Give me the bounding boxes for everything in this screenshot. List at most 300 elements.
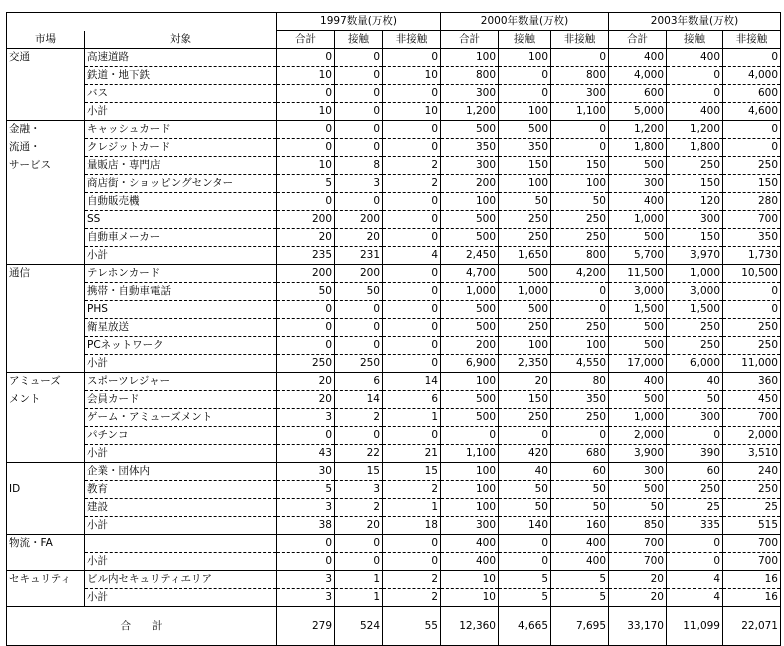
- value-cell: 3,900: [609, 445, 667, 463]
- value-cell: 1,000: [609, 409, 667, 427]
- value-cell: 0: [723, 283, 781, 301]
- value-cell: 16: [723, 589, 781, 607]
- total-cell: 12,360: [441, 607, 499, 646]
- value-cell: 2: [383, 157, 441, 175]
- value-cell: 6: [383, 391, 441, 409]
- market-cell: [7, 319, 85, 337]
- market-cell: [7, 517, 85, 535]
- value-cell: 0: [335, 103, 383, 121]
- col-total-1997: 合計: [277, 31, 335, 49]
- total-cell: 33,170: [609, 607, 667, 646]
- value-cell: 0: [499, 535, 551, 553]
- value-cell: 0: [551, 49, 609, 67]
- value-cell: 350: [499, 139, 551, 157]
- value-cell: 0: [551, 283, 609, 301]
- value-cell: 700: [723, 409, 781, 427]
- market-cell: [7, 355, 85, 373]
- value-cell: 500: [609, 319, 667, 337]
- value-cell: 250: [499, 211, 551, 229]
- value-cell: 3: [335, 481, 383, 499]
- value-cell: 0: [383, 319, 441, 337]
- total-cell: 7,695: [551, 607, 609, 646]
- value-cell: 250: [551, 211, 609, 229]
- value-cell: 1,200: [441, 103, 499, 121]
- value-cell: 0: [383, 427, 441, 445]
- value-cell: 3,510: [723, 445, 781, 463]
- market-cell: 流通・: [7, 139, 85, 157]
- value-cell: 0: [383, 535, 441, 553]
- value-cell: 1,000: [441, 283, 499, 301]
- market-cell: [7, 211, 85, 229]
- table-row: [7, 139, 781, 157]
- value-cell: 0: [551, 301, 609, 319]
- value-cell: 100: [499, 175, 551, 193]
- table-row: [7, 427, 781, 445]
- value-cell: 38: [277, 517, 335, 535]
- value-cell: 2: [383, 571, 441, 589]
- market-cell: 金融・: [7, 121, 85, 139]
- market-cell: [7, 463, 85, 481]
- value-cell: 100: [499, 49, 551, 67]
- year-group-2003: 2003年数量(万枚): [609, 13, 781, 31]
- target-cell: 衛星放送: [85, 319, 277, 337]
- value-cell: 0: [335, 319, 383, 337]
- value-cell: 400: [667, 103, 723, 121]
- value-cell: 600: [609, 85, 667, 103]
- value-cell: 500: [441, 229, 499, 247]
- value-cell: 700: [723, 211, 781, 229]
- value-cell: 250: [335, 355, 383, 373]
- value-cell: 140: [499, 517, 551, 535]
- value-cell: 700: [723, 553, 781, 571]
- value-cell: 3: [277, 409, 335, 427]
- value-cell: 0: [335, 85, 383, 103]
- value-cell: 0: [723, 49, 781, 67]
- value-cell: 5: [277, 175, 335, 193]
- value-cell: 0: [551, 139, 609, 157]
- value-cell: 0: [383, 265, 441, 283]
- value-cell: 5,700: [609, 247, 667, 265]
- target-cell: 建設: [85, 499, 277, 517]
- table-row: [7, 499, 781, 517]
- value-cell: 0: [335, 193, 383, 211]
- value-cell: 0: [667, 535, 723, 553]
- value-cell: 800: [551, 67, 609, 85]
- value-cell: 500: [499, 301, 551, 319]
- value-cell: 300: [667, 409, 723, 427]
- value-cell: 4: [383, 247, 441, 265]
- target-cell: 鉄道・地下鉄: [85, 67, 277, 85]
- value-cell: 50: [609, 499, 667, 517]
- value-cell: 420: [499, 445, 551, 463]
- value-cell: 500: [609, 481, 667, 499]
- col-noncontact-2000: 非接触: [551, 31, 609, 49]
- total-cell: 55: [383, 607, 441, 646]
- value-cell: 43: [277, 445, 335, 463]
- value-cell: 3: [277, 499, 335, 517]
- table-row: [7, 373, 781, 391]
- value-cell: 50: [499, 193, 551, 211]
- table-row: [7, 301, 781, 319]
- value-cell: 0: [277, 553, 335, 571]
- value-cell: 3,000: [667, 283, 723, 301]
- value-cell: 15: [335, 463, 383, 481]
- value-cell: 8: [335, 157, 383, 175]
- value-cell: 100: [441, 193, 499, 211]
- value-cell: 5: [499, 589, 551, 607]
- value-cell: 400: [609, 373, 667, 391]
- value-cell: 1,200: [609, 121, 667, 139]
- col-noncontact-2003: 非接触: [723, 31, 781, 49]
- value-cell: 400: [609, 193, 667, 211]
- value-cell: 100: [551, 337, 609, 355]
- value-cell: 5: [551, 589, 609, 607]
- value-cell: 10: [383, 103, 441, 121]
- target-cell: 携帯・自動車電話: [85, 283, 277, 301]
- market-cell: セキュリティ: [7, 571, 85, 589]
- target-cell: ゲーム・アミューズメント: [85, 409, 277, 427]
- value-cell: 500: [609, 157, 667, 175]
- value-cell: 250: [667, 157, 723, 175]
- target-cell: スポーツレジャー: [85, 373, 277, 391]
- value-cell: 0: [383, 553, 441, 571]
- table-row: [7, 319, 781, 337]
- value-cell: 250: [667, 481, 723, 499]
- value-cell: 0: [383, 283, 441, 301]
- value-cell: 400: [441, 535, 499, 553]
- table-row: [7, 589, 781, 607]
- header-blank: [7, 13, 277, 31]
- table-row: [7, 283, 781, 301]
- value-cell: 5: [551, 571, 609, 589]
- value-cell: 1,650: [499, 247, 551, 265]
- market-cell: [7, 193, 85, 211]
- value-cell: 500: [609, 337, 667, 355]
- value-cell: 5: [277, 481, 335, 499]
- target-cell: 小計: [85, 553, 277, 571]
- value-cell: 250: [551, 409, 609, 427]
- market-cell: [7, 247, 85, 265]
- value-cell: 231: [335, 247, 383, 265]
- value-cell: 500: [441, 391, 499, 409]
- value-cell: 250: [277, 355, 335, 373]
- value-cell: 250: [723, 319, 781, 337]
- value-cell: 0: [277, 301, 335, 319]
- value-cell: 10: [277, 103, 335, 121]
- value-cell: 300: [441, 517, 499, 535]
- value-cell: 0: [335, 337, 383, 355]
- value-cell: 14: [335, 391, 383, 409]
- table-row: [7, 229, 781, 247]
- value-cell: 100: [441, 373, 499, 391]
- value-cell: 120: [667, 193, 723, 211]
- value-cell: 2: [383, 481, 441, 499]
- total-cell: 279: [277, 607, 335, 646]
- value-cell: 200: [277, 265, 335, 283]
- value-cell: 850: [609, 517, 667, 535]
- target-cell: 高速道路: [85, 49, 277, 67]
- value-cell: 0: [335, 427, 383, 445]
- value-cell: 0: [499, 85, 551, 103]
- value-cell: 150: [723, 175, 781, 193]
- value-cell: 0: [667, 67, 723, 85]
- value-cell: 18: [383, 517, 441, 535]
- table-row: [7, 463, 781, 481]
- value-cell: 4,700: [441, 265, 499, 283]
- value-cell: 250: [723, 481, 781, 499]
- col-total-2000: 合計: [441, 31, 499, 49]
- value-cell: 150: [499, 391, 551, 409]
- value-cell: 10: [383, 67, 441, 85]
- value-cell: 100: [441, 463, 499, 481]
- market-cell: [7, 301, 85, 319]
- value-cell: 0: [277, 535, 335, 553]
- value-cell: 3,000: [609, 283, 667, 301]
- value-cell: 60: [667, 463, 723, 481]
- value-cell: 1,500: [667, 301, 723, 319]
- value-cell: 25: [723, 499, 781, 517]
- value-cell: 50: [551, 481, 609, 499]
- value-cell: 5,000: [609, 103, 667, 121]
- value-cell: 800: [441, 67, 499, 85]
- value-cell: 40: [667, 373, 723, 391]
- total-cell: 22,071: [723, 607, 781, 646]
- value-cell: 14: [383, 373, 441, 391]
- value-cell: 2: [383, 175, 441, 193]
- value-cell: 0: [383, 301, 441, 319]
- total-label: 合 計: [7, 607, 277, 646]
- value-cell: 1,730: [723, 247, 781, 265]
- value-cell: 250: [499, 319, 551, 337]
- value-cell: 16: [723, 571, 781, 589]
- value-cell: 200: [335, 211, 383, 229]
- table-row: [7, 445, 781, 463]
- value-cell: 0: [551, 121, 609, 139]
- value-cell: 0: [551, 427, 609, 445]
- value-cell: 400: [551, 553, 609, 571]
- col-contact-2000: 接触: [499, 31, 551, 49]
- col-market: 市場: [7, 31, 85, 49]
- value-cell: 700: [723, 535, 781, 553]
- value-cell: 0: [667, 427, 723, 445]
- value-cell: 50: [667, 391, 723, 409]
- value-cell: 50: [499, 481, 551, 499]
- target-cell: 商店街・ショッピングセンター: [85, 175, 277, 193]
- value-cell: 250: [723, 337, 781, 355]
- target-cell: 自動車メーカー: [85, 229, 277, 247]
- value-cell: 0: [441, 427, 499, 445]
- value-cell: 200: [335, 265, 383, 283]
- col-total-2003: 合計: [609, 31, 667, 49]
- value-cell: 1,000: [667, 265, 723, 283]
- value-cell: 0: [499, 427, 551, 445]
- value-cell: 300: [667, 211, 723, 229]
- value-cell: 2,350: [499, 355, 551, 373]
- target-cell: [85, 535, 277, 553]
- year-group-2000: 2000年数量(万枚): [441, 13, 609, 31]
- total-row: [7, 607, 781, 646]
- market-cell: [7, 67, 85, 85]
- value-cell: 20: [277, 229, 335, 247]
- year-header-row: [7, 13, 781, 31]
- value-cell: 1: [335, 571, 383, 589]
- market-cell: [7, 553, 85, 571]
- table-row: [7, 481, 781, 499]
- value-cell: 500: [609, 229, 667, 247]
- value-cell: 350: [441, 139, 499, 157]
- value-cell: 20: [335, 229, 383, 247]
- value-cell: 80: [551, 373, 609, 391]
- value-cell: 700: [609, 535, 667, 553]
- value-cell: 1,800: [667, 139, 723, 157]
- value-cell: 25: [667, 499, 723, 517]
- market-cell: [7, 445, 85, 463]
- value-cell: 2: [335, 409, 383, 427]
- value-cell: 0: [335, 535, 383, 553]
- value-cell: 4,550: [551, 355, 609, 373]
- value-cell: 2,000: [609, 427, 667, 445]
- target-cell: 小計: [85, 355, 277, 373]
- value-cell: 0: [383, 49, 441, 67]
- value-cell: 250: [551, 319, 609, 337]
- value-cell: 50: [551, 499, 609, 517]
- table-row: [7, 211, 781, 229]
- value-cell: 300: [609, 463, 667, 481]
- value-cell: 500: [499, 121, 551, 139]
- value-cell: 500: [441, 409, 499, 427]
- value-cell: 150: [667, 175, 723, 193]
- target-cell: テレホンカード: [85, 265, 277, 283]
- value-cell: 50: [335, 283, 383, 301]
- market-cell: ID: [7, 481, 85, 499]
- value-cell: 200: [441, 337, 499, 355]
- value-cell: 1,000: [499, 283, 551, 301]
- market-cell: アミューズ: [7, 373, 85, 391]
- value-cell: 20: [277, 391, 335, 409]
- target-cell: 量販店・専門店: [85, 157, 277, 175]
- value-cell: 0: [335, 553, 383, 571]
- value-cell: 300: [551, 85, 609, 103]
- value-cell: 0: [499, 67, 551, 85]
- value-cell: 300: [441, 85, 499, 103]
- value-cell: 400: [667, 49, 723, 67]
- value-cell: 150: [667, 229, 723, 247]
- value-cell: 450: [723, 391, 781, 409]
- value-cell: 50: [277, 283, 335, 301]
- target-cell: 教育: [85, 481, 277, 499]
- table-body: [7, 49, 781, 607]
- value-cell: 200: [441, 175, 499, 193]
- year-group-1997: 1997数量(万枚): [277, 13, 441, 31]
- value-cell: 250: [723, 157, 781, 175]
- value-cell: 21: [383, 445, 441, 463]
- value-cell: 2,000: [723, 427, 781, 445]
- table-row: [7, 553, 781, 571]
- value-cell: 1: [335, 589, 383, 607]
- total-cell: 524: [335, 607, 383, 646]
- value-cell: 390: [667, 445, 723, 463]
- value-cell: 11,000: [723, 355, 781, 373]
- value-cell: 300: [441, 157, 499, 175]
- value-cell: 700: [609, 553, 667, 571]
- value-cell: 0: [383, 229, 441, 247]
- value-cell: 20: [609, 571, 667, 589]
- value-cell: 6: [335, 373, 383, 391]
- value-cell: 500: [441, 121, 499, 139]
- target-cell: バス: [85, 85, 277, 103]
- target-cell: 小計: [85, 517, 277, 535]
- value-cell: 1,100: [441, 445, 499, 463]
- market-cell: [7, 589, 85, 607]
- market-cell: メント: [7, 391, 85, 409]
- value-cell: 0: [667, 85, 723, 103]
- value-cell: 400: [551, 535, 609, 553]
- value-cell: 0: [723, 301, 781, 319]
- total-cell: 4,665: [499, 607, 551, 646]
- table-row: [7, 49, 781, 67]
- target-cell: 小計: [85, 103, 277, 121]
- value-cell: 4,000: [723, 67, 781, 85]
- table-row: [7, 103, 781, 121]
- table-row: [7, 391, 781, 409]
- value-cell: 10: [277, 157, 335, 175]
- market-cell: 通信: [7, 265, 85, 283]
- value-cell: 10: [441, 589, 499, 607]
- value-cell: 15: [383, 463, 441, 481]
- value-cell: 2,450: [441, 247, 499, 265]
- col-noncontact-1997: 非接触: [383, 31, 441, 49]
- market-cell: [7, 229, 85, 247]
- table-row: [7, 409, 781, 427]
- value-cell: 100: [499, 103, 551, 121]
- market-cell: サービス: [7, 157, 85, 175]
- market-cell: [7, 175, 85, 193]
- value-cell: 250: [551, 229, 609, 247]
- table-row: [7, 517, 781, 535]
- value-cell: 20: [335, 517, 383, 535]
- table-row: [7, 337, 781, 355]
- value-cell: 0: [383, 121, 441, 139]
- value-cell: 360: [723, 373, 781, 391]
- value-cell: 0: [383, 193, 441, 211]
- value-cell: 500: [441, 211, 499, 229]
- table-row: [7, 121, 781, 139]
- value-cell: 600: [723, 85, 781, 103]
- value-cell: 22: [335, 445, 383, 463]
- target-cell: 自動販売機: [85, 193, 277, 211]
- value-cell: 1: [383, 499, 441, 517]
- value-cell: 0: [277, 319, 335, 337]
- value-cell: 0: [335, 121, 383, 139]
- value-cell: 100: [441, 499, 499, 517]
- market-cell: 物流・FA: [7, 535, 85, 553]
- column-header-row: [7, 31, 781, 49]
- target-cell: パチンコ: [85, 427, 277, 445]
- market-cell: [7, 337, 85, 355]
- value-cell: 0: [277, 85, 335, 103]
- target-cell: 企業・団体内: [85, 463, 277, 481]
- value-cell: 335: [667, 517, 723, 535]
- value-cell: 350: [551, 391, 609, 409]
- value-cell: 20: [499, 373, 551, 391]
- col-contact-1997: 接触: [335, 31, 383, 49]
- target-cell: PHS: [85, 301, 277, 319]
- value-cell: 20: [277, 373, 335, 391]
- target-cell: 小計: [85, 247, 277, 265]
- target-cell: PCネットワーク: [85, 337, 277, 355]
- table-row: [7, 355, 781, 373]
- value-cell: 0: [277, 193, 335, 211]
